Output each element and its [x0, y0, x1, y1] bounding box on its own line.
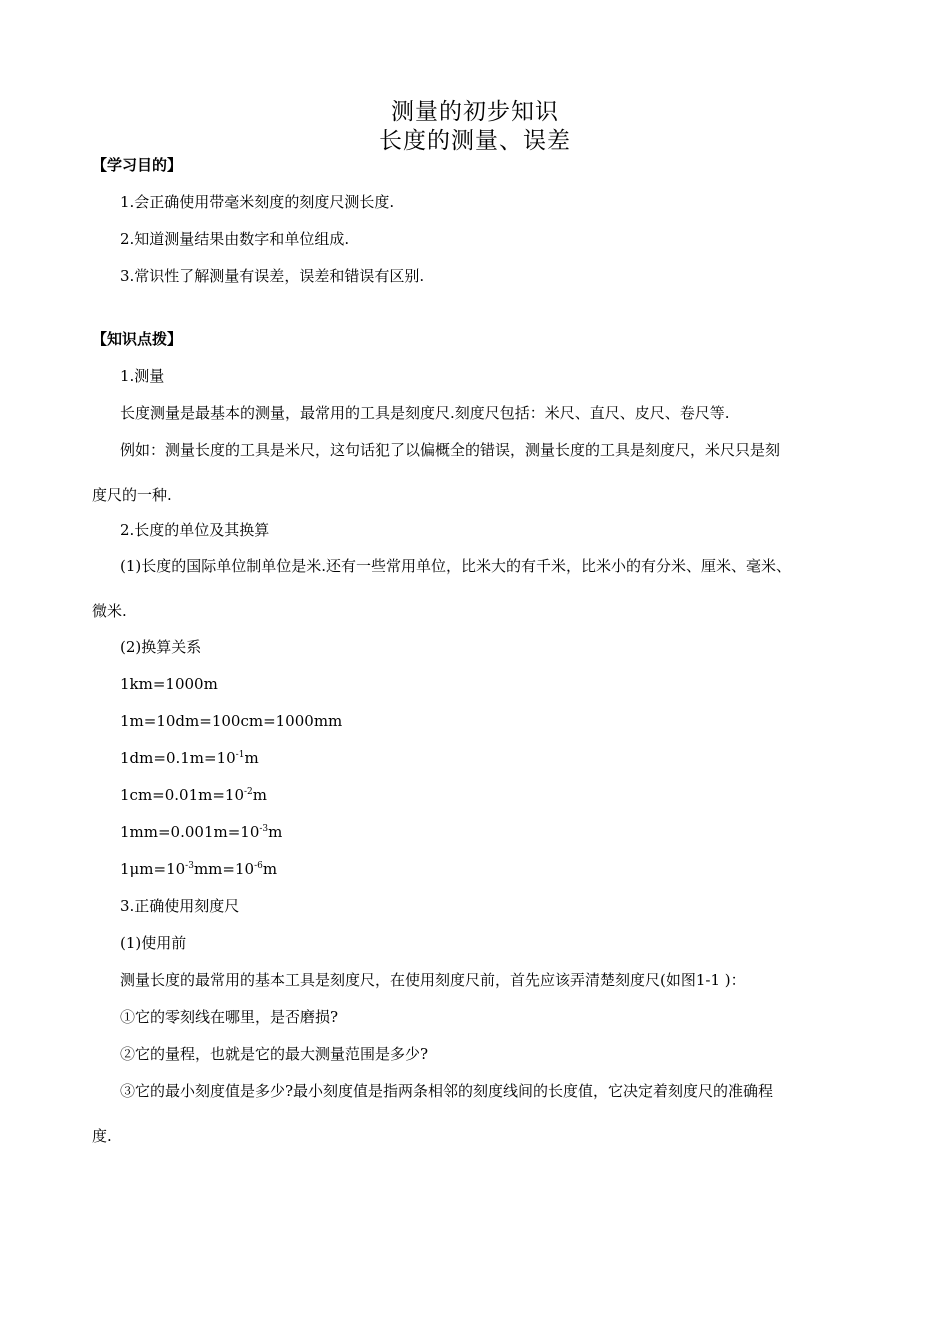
- exponent: -3: [185, 861, 194, 871]
- conversion-line: 1km=1000m: [120, 675, 218, 693]
- conversion-unit: m: [268, 823, 283, 841]
- exponent: -3: [259, 824, 269, 834]
- conversion-unit: m: [252, 786, 268, 804]
- conversion-unit: m: [244, 749, 259, 767]
- section-heading-knowledge: 【知识点拨】: [92, 330, 183, 348]
- conversion-text: 1cm=0.01m=10: [120, 786, 245, 804]
- objective-item: 2.知道测量结果由数字和单位组成.: [120, 230, 350, 248]
- paragraph-continuation: 微米.: [92, 602, 127, 620]
- list-item: ①它的零刻线在哪里，是否磨损?: [120, 1008, 339, 1026]
- document-subtitle: 长度的测量、误差: [379, 128, 571, 154]
- exponent: -2: [244, 787, 253, 797]
- conversion-text: 1mm=0.001m=10: [120, 823, 260, 841]
- objective-item: 3.常识性了解测量有误差，误差和错误有区别.: [120, 267, 425, 285]
- conversion-line: 1m=10dm=100cm=1000mm: [120, 712, 343, 730]
- conversion-line: [120, 822, 282, 842]
- exponent: -1: [235, 750, 245, 760]
- paragraph-continuation: 度尺的一种.: [92, 486, 172, 504]
- section-heading-objectives: 【学习目的】: [92, 156, 183, 174]
- paragraph: (1)长度的国际单位制单位是米.还有一些常用单位，比米大的有千米，比米小的有分米、厘米、毫米、: [120, 557, 792, 575]
- exponent: -6: [254, 861, 263, 871]
- subsection-title: 2.长度的单位及其换算: [120, 521, 270, 539]
- conversion-line: [120, 859, 277, 879]
- document-title: 测量的初步知识: [391, 99, 559, 125]
- paragraph-continuation: 度.: [92, 1127, 112, 1145]
- paragraph: 长度测量是最基本的测量，最常用的工具是刻度尺.刻度尺包括：米尺、直尺、皮尺、卷尺等.: [120, 404, 730, 422]
- list-item: ③它的最小刻度值是多少?最小刻度值是指两条相邻的刻度线间的长度值，它决定着刻度尺的准确程: [120, 1082, 774, 1100]
- conversion-line: [120, 748, 259, 768]
- paragraph: 测量长度的最常用的基本工具是刻度尺，在使用刻度尺前，首先应该弄清楚刻度尺(如图1-1 )：: [120, 971, 746, 989]
- conversion-text: 1dm=0.1m=10: [120, 749, 236, 767]
- conversion-text: mm=10: [193, 860, 255, 878]
- paragraph: (2)换算关系: [120, 638, 202, 656]
- list-item: ②它的量程，也就是它的最大测量范围是多少?: [120, 1045, 429, 1063]
- conversion-unit: m: [262, 860, 278, 878]
- conversion-line: [120, 785, 267, 805]
- paragraph: 例如：测量长度的工具是米尺，这句话犯了以偏概全的错误，测量长度的工具是刻度尺，米尺只是刻: [120, 441, 781, 459]
- subsection-title: 3.正确使用刻度尺: [120, 897, 240, 915]
- objective-item: 1.会正确使用带毫米刻度的刻度尺测长度.: [120, 193, 395, 211]
- conversion-text: 1μm=10: [120, 860, 186, 878]
- paragraph: (1)使用前: [120, 934, 187, 952]
- subsection-title: 1.测量: [120, 367, 165, 385]
